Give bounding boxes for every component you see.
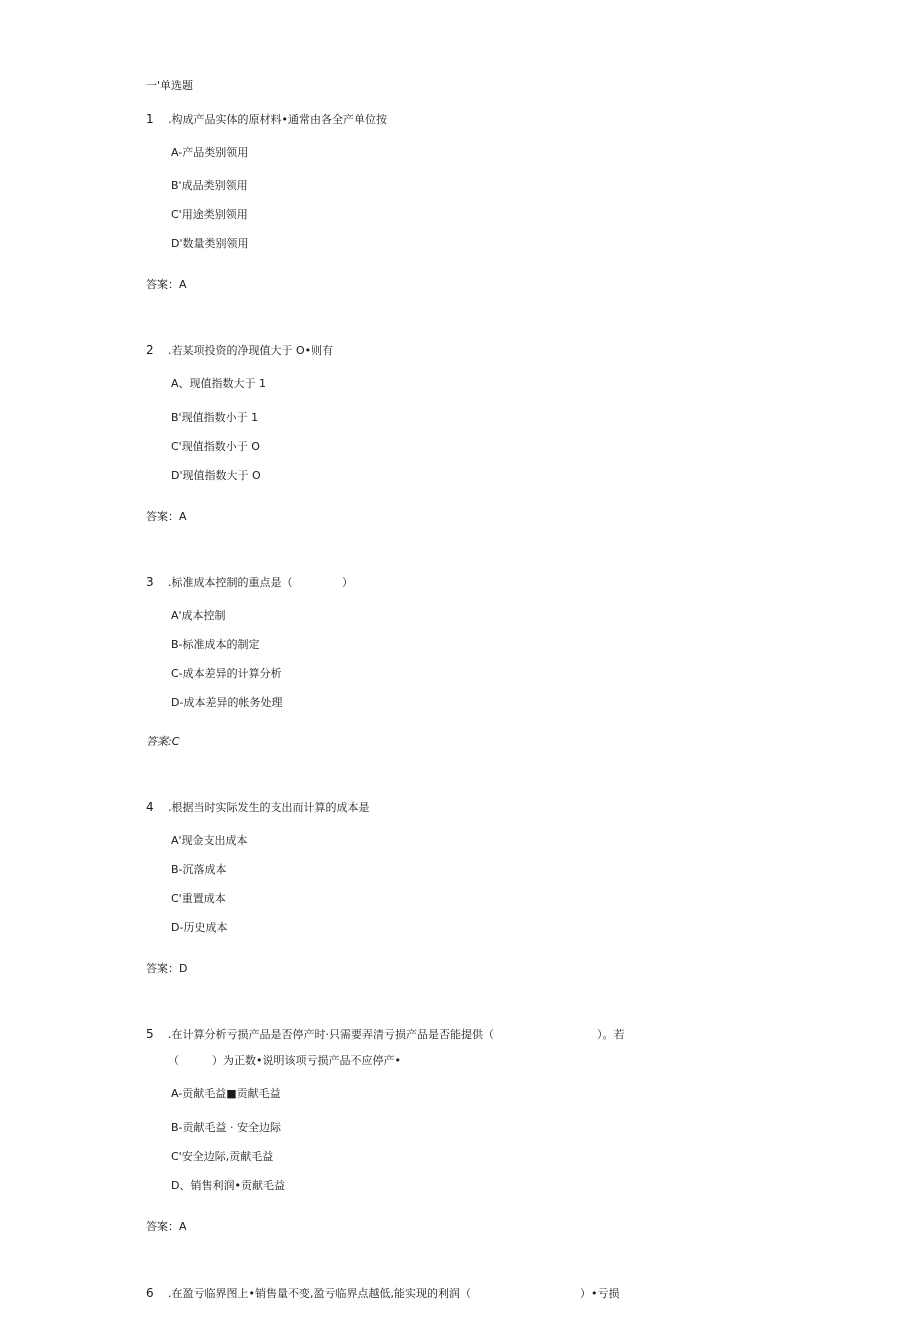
question-text-tail: ）•亏损: [580, 1287, 620, 1300]
question-text: .标准成本控制的重点是（: [168, 576, 293, 589]
question-number: 3: [146, 575, 154, 589]
option-d: D'现值指数大于 O: [171, 469, 261, 482]
option-a: A、现值指数大于 1: [171, 377, 267, 390]
question-number: 5: [146, 1027, 154, 1041]
option-b: B'成品类别领用: [171, 179, 248, 192]
answer: 答案:C: [146, 735, 180, 748]
option-b: B-沉落成本: [171, 863, 227, 876]
option-c: C'重置成本: [171, 892, 226, 905]
question-text-tail: ）: [342, 576, 353, 589]
option-a: A-贡献毛益■贡献毛益: [171, 1087, 281, 1100]
question-number: 1: [146, 112, 154, 126]
question-text: .若某项投资的净现值大于 O•则有: [168, 344, 334, 357]
question-text: .构成产品实体的原材料•通常由各全产单位按: [168, 113, 387, 126]
question-number: 2: [146, 343, 154, 357]
option-a: A-产品类别领用: [171, 146, 249, 159]
option-c: C'用途类别领用: [171, 208, 248, 221]
question-number: 4: [146, 800, 154, 814]
question-text: .在盈亏临界图上•销售量不变,盈亏临界点越低,能实现的利润（: [168, 1287, 471, 1300]
option-d: D、销售利润•贡献毛益: [171, 1179, 285, 1192]
section-title: 一'单选题: [146, 79, 194, 92]
question-text: .根据当时实际发生的支出而计算的成本是: [168, 801, 370, 814]
answer: 答案：A: [146, 1220, 187, 1233]
option-a: A'现金支出成本: [171, 834, 248, 847]
question-line2-text: ）为正数•说明该项亏损产品不应停产•: [212, 1054, 401, 1067]
question-number: 6: [146, 1286, 154, 1300]
option-a: A'成本控制: [171, 609, 226, 622]
option-c: C'安全边际,贡献毛益: [171, 1150, 274, 1163]
question-text: .在计算分析亏损产品是否停产时·只需要弄清亏损产品是否能提供（: [168, 1028, 494, 1041]
question-line2-start: （: [168, 1054, 179, 1067]
answer: 答案：A: [146, 510, 187, 523]
option-d: D-历史成本: [171, 921, 228, 934]
option-d: D'数量类别领用: [171, 237, 249, 250]
answer: 答案：D: [146, 962, 188, 975]
answer: 答案：A: [146, 278, 187, 291]
option-c: C'现值指数小于 O: [171, 440, 260, 453]
option-c: C-成本差异的计算分析: [171, 667, 282, 680]
option-b: B'现值指数小于 1: [171, 411, 259, 424]
option-b: B-标准成本的制定: [171, 638, 260, 651]
question-text-tail: ）。若: [597, 1028, 625, 1041]
option-b: B-贡献毛益 · 安全边际: [171, 1121, 282, 1134]
option-d: D-成本差异的帐务处理: [171, 696, 283, 709]
